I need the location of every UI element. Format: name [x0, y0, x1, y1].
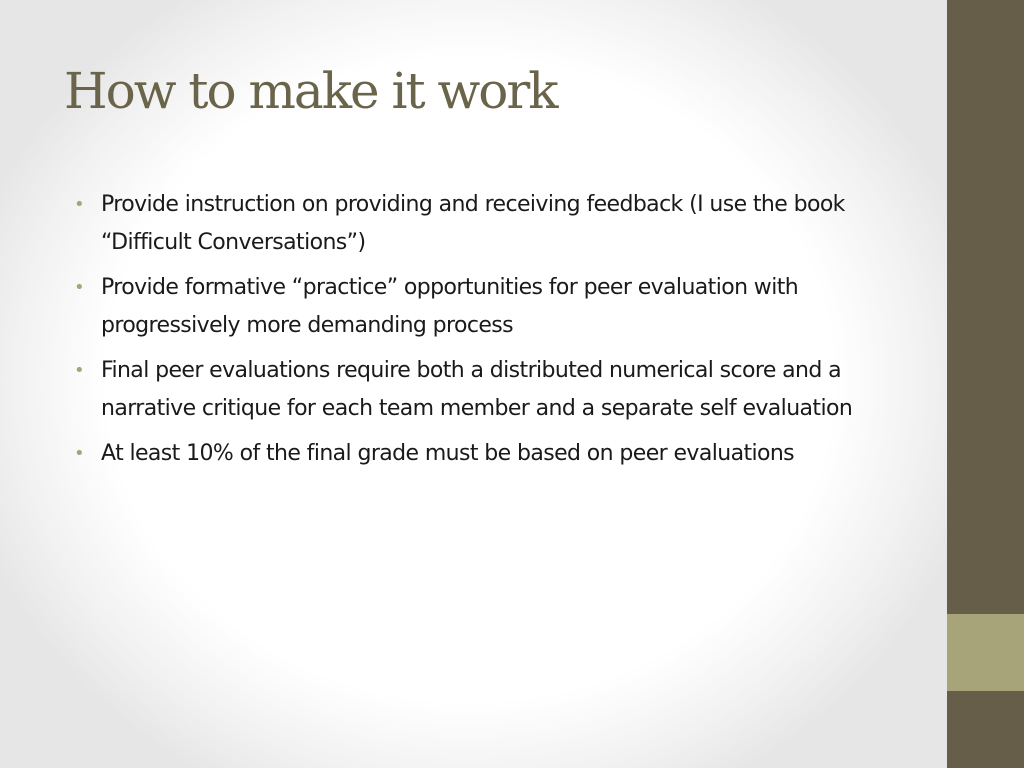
- slide-title: How to make it work: [64, 62, 557, 120]
- bullet-icon: •: [74, 194, 85, 215]
- bullet-item: [74, 352, 904, 427]
- bullet-text: At least 10% of the final grade must be based on peer evaluations: [101, 441, 795, 466]
- bullet-text: Provide instruction on providing and receiving feedback (I use the book “Difficult Conversations”): [101, 192, 845, 255]
- bullet-icon: •: [74, 360, 85, 381]
- bullet-text: Final peer evaluations require both a distributed numerical score and a narrative critique for each team member and a separate self evaluation: [101, 358, 853, 421]
- bullet-list: [74, 186, 904, 481]
- bullet-item: [74, 269, 904, 344]
- decorative-side-bar: [947, 0, 1024, 768]
- bullet-text: Provide formative “practice” opportunities for peer evaluation with progressively more demanding process: [101, 275, 799, 338]
- bullet-icon: •: [74, 443, 85, 464]
- bullet-item: [74, 186, 904, 261]
- bullet-icon: •: [74, 277, 85, 298]
- side-bar-accent-block: [947, 614, 1024, 691]
- bullet-item: [74, 435, 904, 473]
